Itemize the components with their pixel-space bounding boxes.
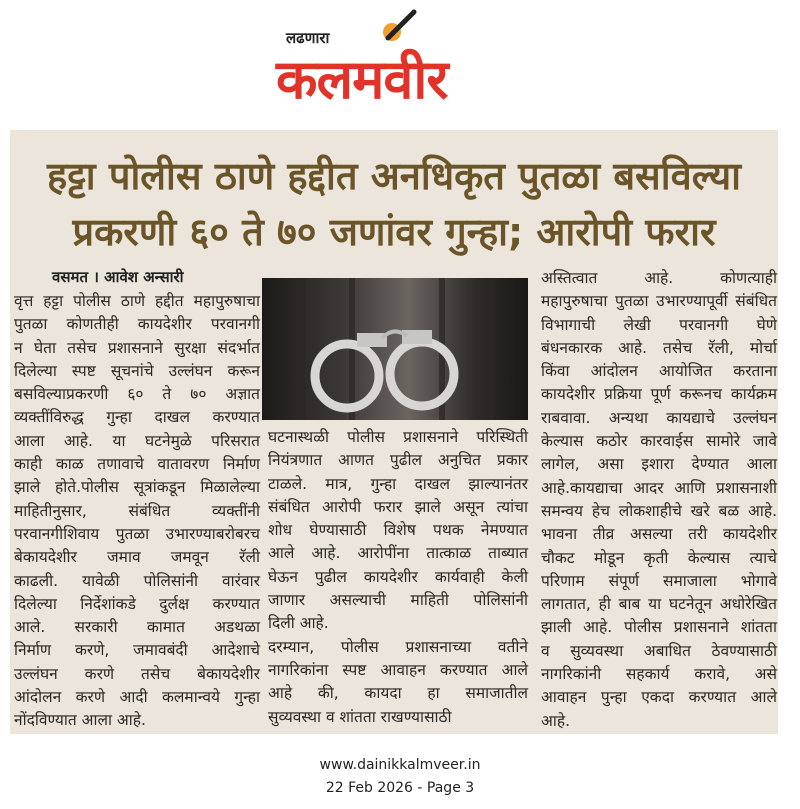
- article-line: केल्यास कठोर कारवाईस सामोरे जावे: [541, 432, 777, 451]
- pen-icon: [380, 8, 420, 44]
- article-line: काढली. यावेळी पोलिसांनी वारंवार: [14, 571, 260, 590]
- article-line: दिली आहे.: [268, 614, 329, 633]
- article-line: झाली आहे. पोलीस प्रशासनाने शांतता: [541, 618, 777, 637]
- masthead-title: कलमवीर: [276, 48, 448, 111]
- article-line: आले. सरकारी कामात अडथळा: [14, 618, 260, 637]
- article-line: अस्तित्वात आहे. कोणत्याही: [541, 269, 777, 287]
- article-byline: वसमत । आवेश अन्सारी: [52, 268, 184, 286]
- footer-website[interactable]: www.dainikkalmveer.in: [319, 757, 481, 773]
- article-line: परवानगीशिवाय पुतळा उभारण्याबरोबरच: [14, 524, 260, 543]
- article-line: आहे की, कायदा हा समाजातील: [268, 684, 528, 703]
- article-line: घेऊन पुढील कायदेशीर कार्यवाही केली: [268, 567, 528, 586]
- article-line: आवाहन पुन्हा एकदा करण्यात आले: [541, 688, 777, 707]
- article-line: आंदोलन करणे आदी कलमान्वये गुन्हा: [14, 688, 260, 707]
- article-line: उल्लंघन करणे तसेच बेकायदेशीर: [14, 664, 260, 683]
- article-line: निर्माण करणे, जमावबंदी आदेशाचे: [14, 641, 260, 660]
- article-line: संबंधित आरोपी फरार झाले असून त्यांचा: [268, 497, 528, 516]
- article-line: दिलेल्या स्पष्ट सूचनांचे उल्लंघन करून: [14, 361, 260, 380]
- article-line: दरम्यान, पोलीस प्रशासनाच्या वतीने: [268, 637, 528, 656]
- article-line: पुतळा कोणतीही कायदेशीर परवानगी: [14, 315, 260, 334]
- article-line: आला आहे. या घटनेमुळे परिसरात: [14, 431, 260, 450]
- article-column-2: [268, 426, 528, 729]
- article-line: जाणार असल्याची माहिती पोलिसांनी: [268, 591, 528, 610]
- article-line: व सुव्यवस्था अबाधित ठेवण्यासाठी: [541, 641, 777, 660]
- article-column-3: [541, 267, 777, 733]
- article-line: महापुरुषाचा पुतळा उभारण्यापूर्वी संबंधित: [541, 292, 777, 311]
- article-line: टाळले. मात्र, गुन्हा दाखल झाल्यानंतर: [268, 474, 528, 493]
- masthead-logo: [268, 6, 528, 116]
- article-line: बसविल्याप्रकरणी ६० ते ७० अज्ञात: [14, 385, 260, 404]
- article-line: नियंत्रणात आणत पुढील अनुचित प्रकार: [268, 451, 528, 470]
- article-headline: [10, 148, 778, 260]
- article-line: नोंदविण्यात आला आहे.: [14, 711, 146, 730]
- article-line: समन्वय हेच लोकशाहीचे खरे बळ आहे.: [541, 501, 777, 520]
- article-line: किंवा आंदोलन आयोजित करताना: [541, 362, 777, 381]
- article-line: राबवावा. अन्यथा कायद्याचे उल्लंघन: [541, 408, 777, 427]
- article-line: लागतात, ही बाब या घटनेतून अधोरेखित: [541, 595, 777, 614]
- article-line: वृत्त हट्टा पोलीस ठाणे हद्दीत महापुरुषाचा: [14, 292, 260, 310]
- article-line: आहे.कायद्याचा आदर आणि प्रशासनाशी: [541, 478, 777, 497]
- article-line: बंधनकारक आहे. तसेच रॅली, मोर्चा: [541, 338, 777, 357]
- article-line: काही काळ तणावाचे वातावरण निर्माण: [14, 455, 260, 474]
- article-line: घटनास्थळी पोलीस प्रशासनाने परिस्थिती: [268, 428, 528, 446]
- article-column-1: [14, 290, 260, 733]
- article-line: भावना तीव्र असल्या तरी कायदेशीर: [541, 525, 777, 544]
- article-line: आहे.: [541, 711, 570, 730]
- news-clipping: [10, 130, 778, 734]
- article-line: चौकट मोडून कृती केल्यास त्याचे: [541, 548, 777, 567]
- article-line: व्यक्तींविरुद्ध गुन्हा दाखल करण्यात: [14, 408, 260, 427]
- article-line: न घेता तसेच प्रशासनाने सुरक्षा संदर्भात: [14, 338, 260, 357]
- article-line: नागरिकांना स्पष्ट आवाहन करण्यात आले: [268, 660, 528, 679]
- article-line: शोध घेण्यासाठी विशेष पथक नेमण्यात: [268, 521, 528, 540]
- article-line: विभागाची लेखी परवानगी घेणे: [541, 315, 777, 334]
- headline-line: प्रकरणी ६० ते ७० जणांवर गुन्हा; आरोपी फरार: [72, 210, 716, 254]
- handcuffs-icon: [262, 278, 528, 420]
- headline-line: हट्टा पोलीस ठाणे हद्दीत अनधिकृत पुतळा बसविल्या: [47, 154, 741, 198]
- article-line: माहितीनुसार, संबंधित व्यक्तींनी: [14, 501, 260, 520]
- handcuffs-photo: [262, 278, 528, 420]
- article-line: बेकायदेशीर जमाव जमवून रॅली: [14, 548, 260, 567]
- article-line: लागेल, असा इशारा देण्यात आला: [541, 455, 777, 474]
- article-line: सुव्यवस्था व शांतता राखण्यासाठी: [268, 707, 452, 726]
- article-line: दिलेल्या निर्देशांकडे दुर्लक्ष करण्यात: [14, 594, 260, 613]
- article-line: आले आहे. आरोपींना तात्काळ ताब्यात: [268, 544, 528, 563]
- article-line: नागरिकांनी सहकार्य करावे, असे: [541, 665, 777, 684]
- footer-date-page: 22 Feb 2026 - Page 3: [325, 780, 475, 796]
- article-line: झाले होते.पोलीस सूत्रांकडून मिळालेल्या: [14, 478, 260, 497]
- article-line: कायदेशीर प्रक्रिया पूर्ण करूनच कार्यक्रम: [541, 385, 777, 404]
- masthead-tagline: लढणारा: [286, 29, 330, 47]
- article-line: परिणाम संपूर्ण समाजाला भोगावे: [541, 571, 777, 590]
